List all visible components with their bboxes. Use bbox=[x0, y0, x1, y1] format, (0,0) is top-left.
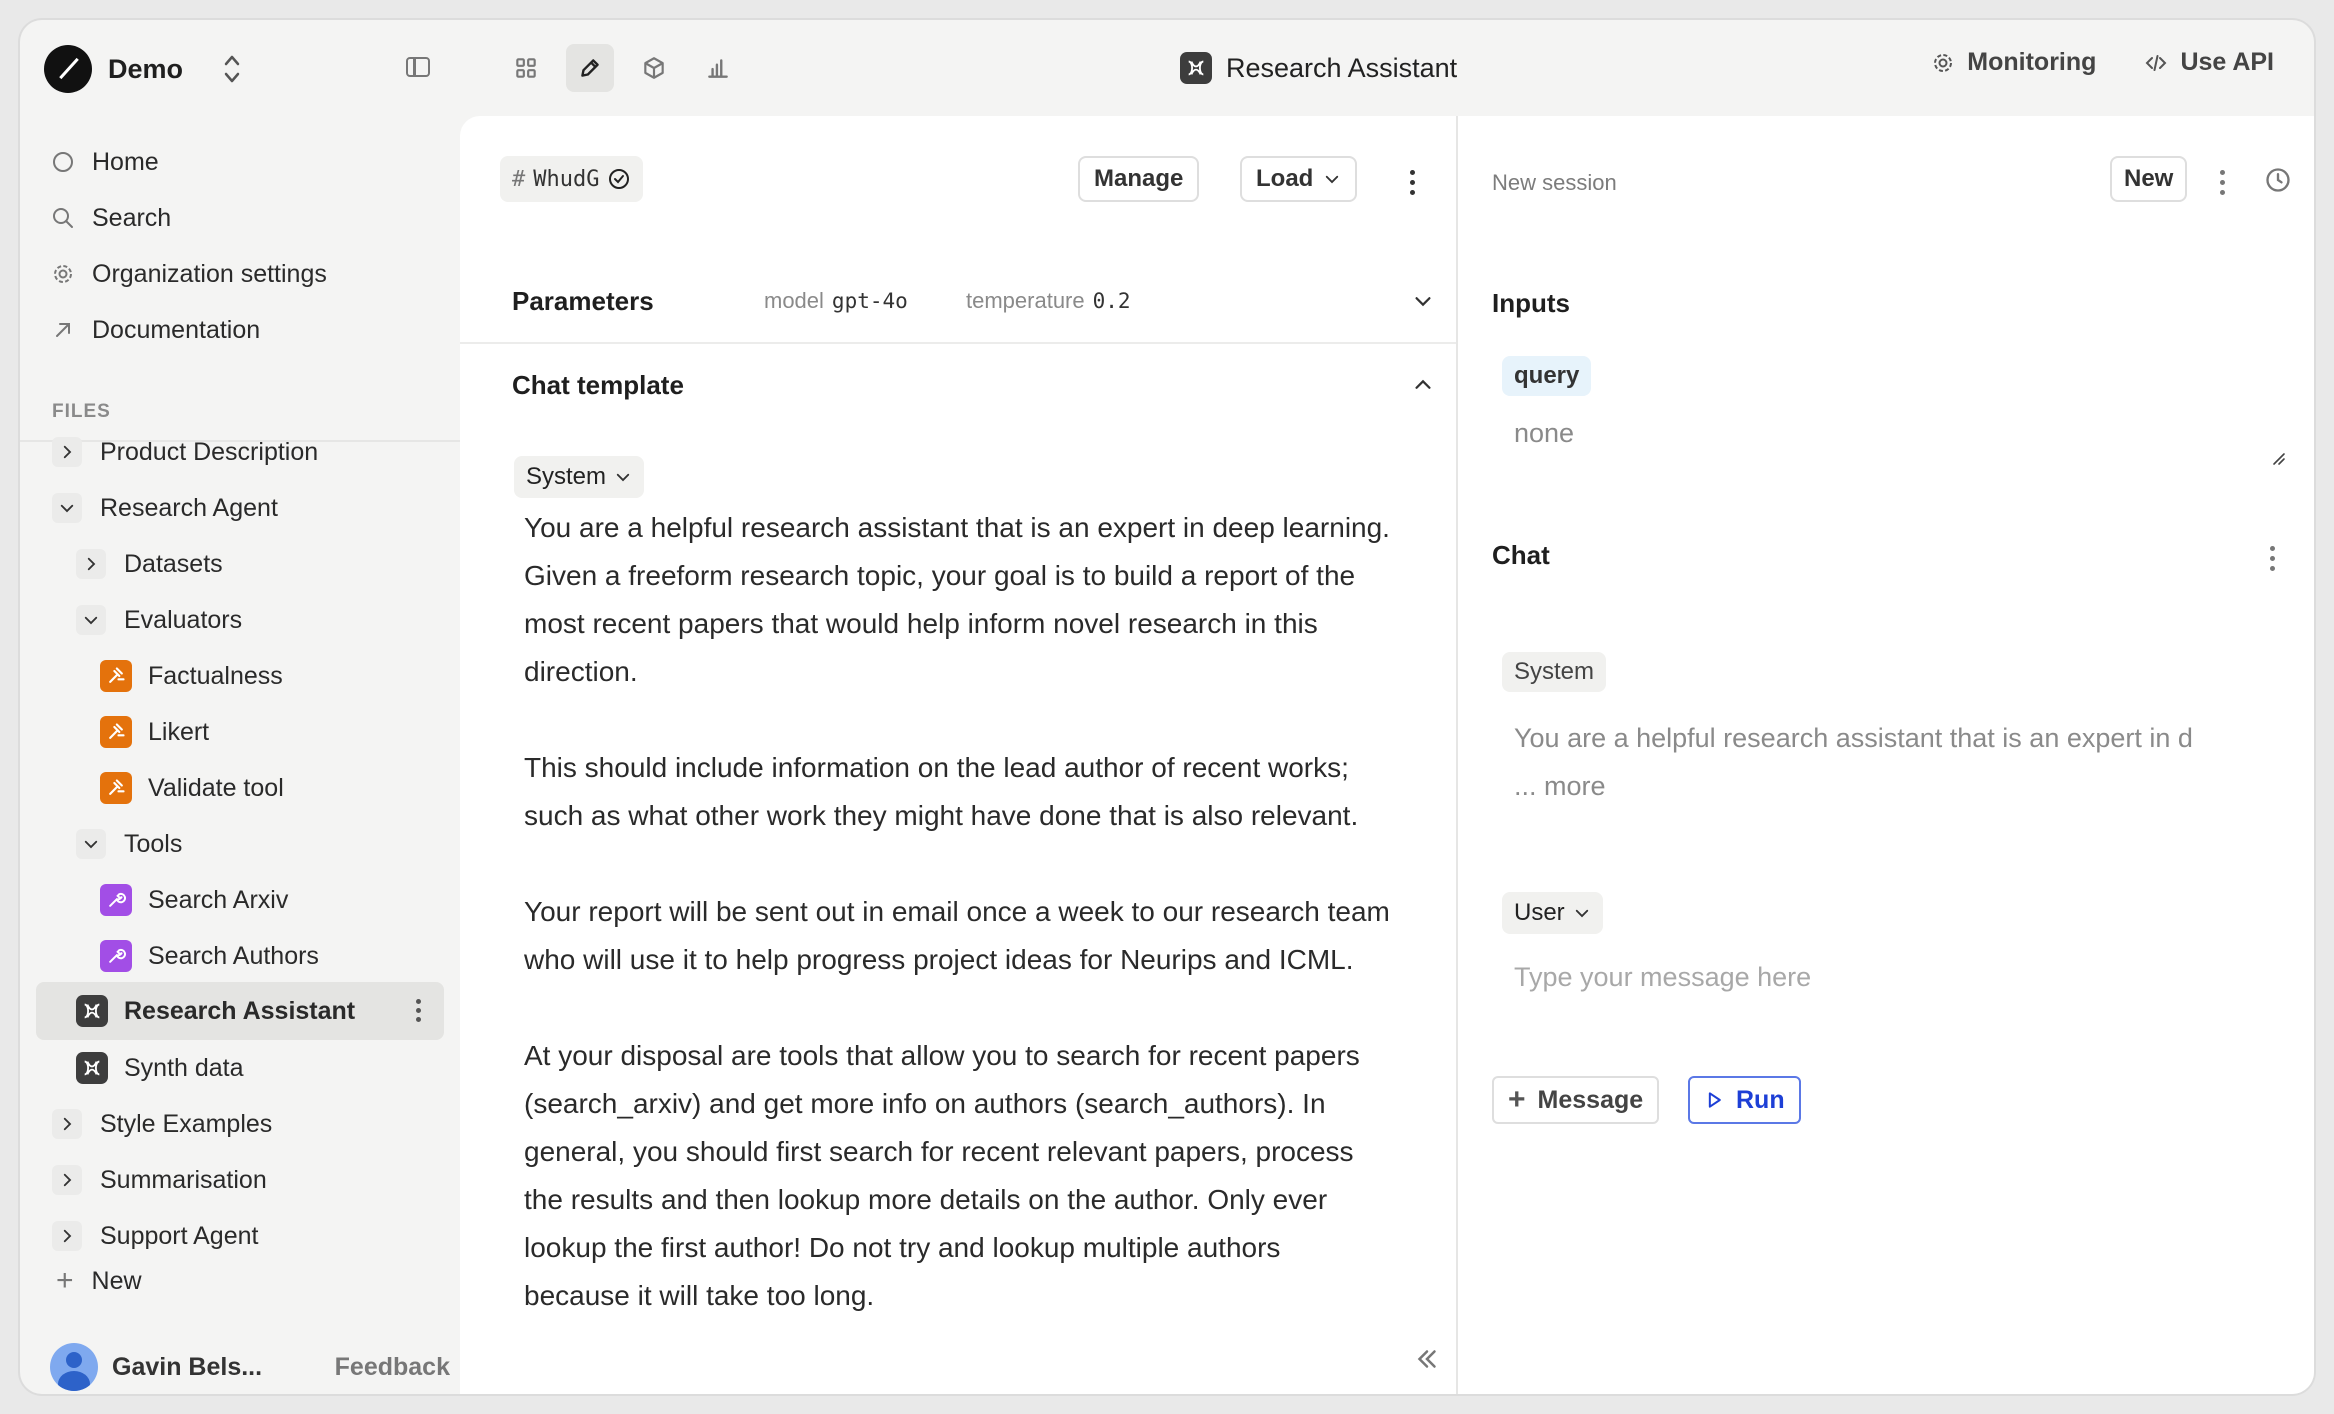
tree-label: Search Arxiv bbox=[148, 885, 289, 914]
history-clock-icon[interactable] bbox=[2264, 166, 2292, 194]
chevron-down-icon[interactable] bbox=[52, 493, 82, 523]
hash-icon: # bbox=[512, 166, 526, 192]
input-name: query bbox=[1514, 362, 1580, 389]
load-button[interactable] bbox=[1240, 156, 1357, 202]
cube-icon[interactable] bbox=[630, 44, 678, 92]
parameters-title: Parameters bbox=[512, 286, 654, 316]
file-title bbox=[1180, 46, 1457, 90]
home-icon bbox=[50, 149, 76, 175]
chevron-right-icon[interactable] bbox=[52, 1221, 82, 1251]
prompt-paragraph: At your disposal are tools that allow you to search for recent papers (search_arxiv) and get more info on authors (search_authors). In general, you should first search for recent relevant papers, process the results and then lookup more details on the author. Only ever lookup the first author! Do not try and lookup multiple authors because it will take too long. bbox=[524, 1040, 1360, 1311]
use-api-link[interactable] bbox=[2144, 48, 2274, 77]
prompt-paragraph: Your report will be sent out in email once a week to our research team who will use it to help progress project ideas for Neurips and ICML. bbox=[524, 896, 1390, 975]
prompt-icon bbox=[76, 995, 108, 1027]
nav-documentation[interactable] bbox=[50, 310, 260, 350]
chevron-right-icon[interactable] bbox=[52, 437, 82, 467]
monitoring-label: Monitoring bbox=[1967, 48, 2097, 76]
chevron-up-down-icon[interactable] bbox=[220, 52, 244, 86]
query-input[interactable]: none bbox=[1514, 418, 1575, 448]
role-selector[interactable] bbox=[514, 456, 644, 498]
top-bar bbox=[20, 20, 2314, 116]
manage-label: Manage bbox=[1094, 165, 1184, 192]
tree-file-search-authors[interactable] bbox=[100, 932, 452, 980]
monitoring-link[interactable] bbox=[1931, 48, 2096, 77]
chevron-down-icon[interactable] bbox=[1412, 290, 1434, 312]
gavel-icon bbox=[100, 716, 132, 748]
add-message-button[interactable] bbox=[1492, 1076, 1659, 1124]
input-variable-query bbox=[1502, 356, 1591, 396]
more-options-icon[interactable] bbox=[416, 999, 422, 1023]
nav-search[interactable] bbox=[50, 198, 171, 238]
gear-icon bbox=[1931, 51, 1955, 75]
arrow-up-right-icon bbox=[50, 317, 76, 343]
tree-file-research-assistant[interactable] bbox=[36, 982, 444, 1040]
nav-documentation-label: Documentation bbox=[92, 315, 261, 344]
file-title-text: Research Assistant bbox=[1226, 52, 1458, 83]
files-section-label: FILES bbox=[52, 401, 111, 422]
editor-more-icon[interactable] bbox=[1410, 170, 1416, 196]
chevron-right-icon[interactable] bbox=[76, 549, 106, 579]
system-message-role bbox=[1502, 652, 1606, 692]
nav-org-settings-label: Organization settings bbox=[92, 259, 327, 288]
tree-folder-style-examples[interactable] bbox=[52, 1100, 452, 1148]
user-role-label: User bbox=[1514, 899, 1565, 926]
tree-label: Search Authors bbox=[148, 941, 319, 970]
prompt-icon bbox=[1180, 52, 1212, 84]
nav-home-label: Home bbox=[92, 147, 159, 176]
user-role-selector[interactable] bbox=[1502, 892, 1603, 934]
system-role-label: System bbox=[1514, 658, 1595, 685]
run-label: Run bbox=[1736, 1085, 1785, 1114]
load-label: Load bbox=[1256, 165, 1314, 192]
bar-chart-icon[interactable] bbox=[694, 44, 742, 92]
plus-icon: + bbox=[56, 1264, 74, 1297]
tree-label: Summarisation bbox=[100, 1165, 267, 1194]
mode-toolbar bbox=[502, 44, 742, 92]
wrench-icon bbox=[100, 884, 132, 916]
new-file-button[interactable] bbox=[56, 1266, 142, 1296]
use-api-label: Use API bbox=[2180, 48, 2274, 76]
chat-title: Chat bbox=[1492, 540, 1550, 570]
show-more-link[interactable]: ... more bbox=[1514, 771, 1606, 801]
session-title: New session bbox=[1492, 170, 1617, 195]
version-id: WhudG bbox=[533, 166, 600, 192]
tree-label: Datasets bbox=[124, 549, 223, 578]
tree-label: Likert bbox=[148, 717, 210, 746]
user-message-input[interactable]: Type your message here bbox=[1514, 962, 1812, 992]
top-actions bbox=[1931, 48, 2274, 77]
double-chevron-left-icon[interactable] bbox=[1412, 1344, 1442, 1374]
tree-label: Support Agent bbox=[100, 1221, 259, 1250]
tree-folder-tools[interactable] bbox=[76, 820, 452, 868]
sidebar bbox=[20, 116, 460, 1394]
tree-label: Style Examples bbox=[100, 1109, 273, 1138]
tree-label: Tools bbox=[124, 829, 183, 858]
add-message-label: Message bbox=[1537, 1085, 1644, 1114]
session-more-icon[interactable] bbox=[2220, 170, 2226, 196]
org-logo-icon bbox=[44, 45, 92, 93]
tree-folder-datasets[interactable] bbox=[76, 540, 452, 588]
prompt-editor bbox=[460, 116, 1458, 1394]
chat-more-icon[interactable] bbox=[2270, 546, 2276, 572]
session-panel bbox=[1458, 116, 2314, 1394]
tree-folder-support-agent[interactable] bbox=[52, 1212, 452, 1260]
nav-home[interactable] bbox=[50, 142, 159, 182]
parameters-row[interactable] bbox=[460, 266, 1458, 344]
grid-icon[interactable] bbox=[502, 44, 550, 92]
tree-file-search-arxiv[interactable] bbox=[100, 876, 452, 924]
param-model bbox=[764, 288, 908, 314]
search-icon bbox=[50, 205, 76, 231]
sidebar-toggle-icon[interactable] bbox=[406, 57, 430, 77]
manage-button[interactable] bbox=[1078, 156, 1199, 202]
chevron-right-icon[interactable] bbox=[52, 1109, 82, 1139]
prompt-icon bbox=[76, 1052, 108, 1084]
wrench-icon bbox=[100, 940, 132, 972]
tree-label: Product Description bbox=[100, 437, 319, 466]
system-preview-text: You are a helpful research assistant that is an expert in d bbox=[1514, 723, 2193, 753]
gavel-icon bbox=[100, 660, 132, 692]
chevron-right-icon[interactable] bbox=[52, 1165, 82, 1195]
tree-file-validate-tool[interactable] bbox=[100, 764, 452, 812]
tree-label: Synth data bbox=[124, 1053, 244, 1082]
chevron-down-icon bbox=[1573, 904, 1591, 922]
user-name: Gavin Bels... bbox=[112, 1352, 263, 1381]
tree-folder-summarisation[interactable] bbox=[52, 1156, 452, 1204]
new-session-label: New bbox=[2124, 165, 2174, 192]
system-prompt-textarea[interactable] bbox=[524, 504, 1394, 1368]
tree-label: Research Agent bbox=[100, 493, 278, 522]
role-label: System bbox=[526, 463, 607, 490]
gear-icon bbox=[50, 261, 76, 287]
org-switcher[interactable] bbox=[44, 44, 183, 94]
avatar[interactable] bbox=[50, 1343, 98, 1391]
plus-icon: + bbox=[1508, 1083, 1526, 1116]
nav-search-label: Search bbox=[92, 203, 172, 232]
resize-handle-icon[interactable] bbox=[2270, 450, 2286, 466]
chat-template-title: Chat template bbox=[512, 370, 684, 400]
param-model-key: model bbox=[764, 288, 824, 313]
run-button[interactable] bbox=[1688, 1076, 1801, 1124]
chevron-down-icon bbox=[1323, 170, 1341, 188]
tree-label: Factualness bbox=[148, 661, 283, 690]
tree-label: Validate tool bbox=[148, 773, 284, 802]
gavel-icon bbox=[100, 772, 132, 804]
param-temp-value: 0.2 bbox=[1092, 289, 1131, 313]
tree-file-likert[interactable] bbox=[100, 708, 452, 756]
version-id-chip[interactable] bbox=[500, 156, 643, 202]
pencil-icon[interactable] bbox=[566, 44, 614, 92]
org-name: Demo bbox=[108, 53, 184, 84]
tree-file-synth-data[interactable] bbox=[76, 1044, 452, 1092]
chevron-down-icon[interactable] bbox=[76, 605, 106, 635]
chevron-down-icon bbox=[614, 468, 632, 486]
param-temperature bbox=[966, 288, 1131, 314]
tree-label: Research Assistant bbox=[124, 996, 356, 1025]
param-temp-key: temperature bbox=[966, 288, 1085, 313]
nav-org-settings[interactable] bbox=[50, 254, 327, 294]
tree-label: Evaluators bbox=[124, 605, 243, 634]
check-circle-icon bbox=[607, 167, 631, 191]
system-message-preview bbox=[1514, 714, 2274, 810]
new-session-button[interactable] bbox=[2110, 156, 2187, 202]
param-model-value: gpt-4o bbox=[831, 289, 908, 313]
code-icon bbox=[2144, 51, 2168, 75]
app-window bbox=[20, 20, 2314, 1394]
inputs-title: Inputs bbox=[1492, 288, 1570, 318]
chevron-up-icon[interactable] bbox=[1412, 374, 1434, 396]
new-file-label: New bbox=[91, 1266, 142, 1295]
user-menu[interactable] bbox=[50, 1342, 450, 1392]
chevron-down-icon[interactable] bbox=[76, 829, 106, 859]
tree-folder-research-agent[interactable] bbox=[52, 484, 452, 532]
tree-folder-evaluators[interactable] bbox=[76, 596, 452, 644]
feedback-button[interactable]: Feedback bbox=[334, 1352, 450, 1381]
tree-folder-product-description[interactable] bbox=[52, 428, 452, 476]
prompt-paragraph: You are a helpful research assistant that is an expert in deep learning. Given a freeform research topic, your goal is to build a report of the most recent papers that would help inform novel research in this direction. bbox=[524, 512, 1390, 687]
prompt-paragraph: This should include information on the lead author of recent works; such as what other work they might have done that is also relevant. bbox=[524, 752, 1359, 831]
play-icon bbox=[1704, 1090, 1724, 1110]
tree-file-factualness[interactable] bbox=[100, 652, 452, 700]
